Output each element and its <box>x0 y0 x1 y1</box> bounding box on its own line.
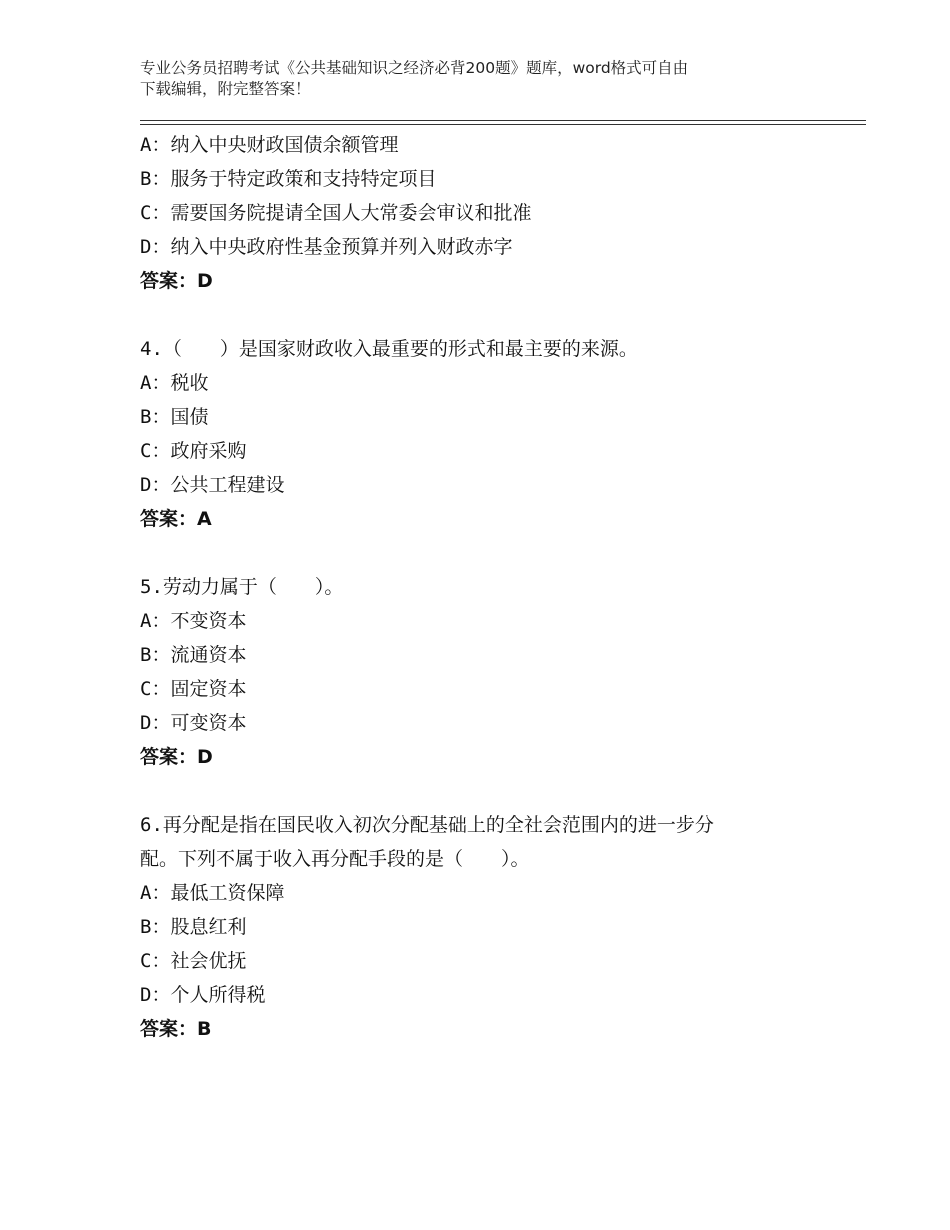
option-c: C：需要国务院提请全国人大常委会审议和批准 <box>140 202 532 224</box>
option-a: A：最低工资保障 <box>140 882 285 904</box>
option-b: B：流通资本 <box>140 644 247 666</box>
question-stem: 5.劳动力属于（ ）。 <box>140 576 344 598</box>
header-line-2: 下载编辑，附完整答案！ <box>140 80 311 98</box>
question-list <box>140 128 820 1046</box>
option-b: B：股息红利 <box>140 916 247 938</box>
option-d: D：个人所得税 <box>140 984 266 1006</box>
spacer <box>140 536 820 570</box>
option-c: C：固定资本 <box>140 678 247 700</box>
question-6-block <box>140 808 820 1046</box>
option-d: D：公共工程建设 <box>140 474 285 496</box>
option-a: A：税收 <box>140 372 209 394</box>
question-stem: 4.（ ）是国家财政收入最重要的形式和最主要的来源。 <box>140 338 638 360</box>
answer-label: 答案：D <box>140 270 213 292</box>
spacer <box>140 298 820 332</box>
option-c: C：政府采购 <box>140 440 247 462</box>
question-3-block <box>140 128 820 298</box>
spacer <box>140 774 820 808</box>
answer-label: 答案：D <box>140 746 213 768</box>
option-a: A：纳入中央财政国债余额管理 <box>140 134 399 156</box>
option-d: D：纳入中央政府性基金预算并列入财政赤字 <box>140 236 513 258</box>
option-d: D：可变资本 <box>140 712 247 734</box>
option-b: B：服务于特定政策和支持特定项目 <box>140 168 437 190</box>
header-line-1: 专业公务员招聘考试《公共基础知识之经济必背200题》题库，word格式可自由 <box>140 59 689 77</box>
question-5-block <box>140 570 820 774</box>
option-c: C：社会优抚 <box>140 950 247 972</box>
document-header <box>140 58 820 100</box>
header-divider <box>140 120 866 125</box>
answer-label: 答案：A <box>140 508 212 530</box>
question-stem-line-1: 6.再分配是指在国民收入初次分配基础上的全社会范围内的进一步分 <box>140 814 714 836</box>
question-stem-line-2: 配。下列不属于收入再分配手段的是（ ）。 <box>140 848 530 870</box>
question-4-block <box>140 332 820 536</box>
answer-label: 答案：B <box>140 1018 212 1040</box>
option-a: A：不变资本 <box>140 610 247 632</box>
option-b: B：国债 <box>140 406 209 428</box>
